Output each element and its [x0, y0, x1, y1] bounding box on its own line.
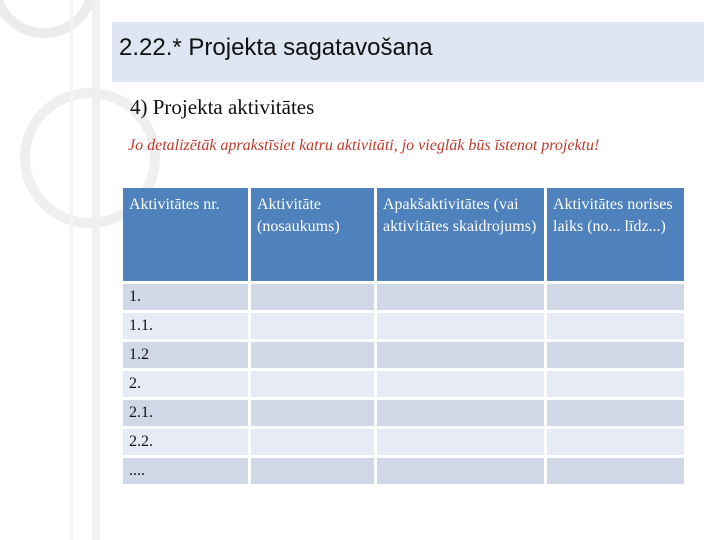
row-cell [251, 313, 374, 339]
table-row [123, 313, 684, 339]
row-number-cell: 1. [123, 284, 248, 310]
table-row [123, 342, 684, 368]
row-cell [547, 313, 684, 339]
activities-table [120, 185, 687, 487]
row-cell [547, 284, 684, 310]
header-activity-number: Aktivitātes nr. [123, 188, 248, 281]
row-cell [251, 400, 374, 426]
instruction-note: Jo detalizētāk aprakstīsiet katru aktivitāti, jo vieglāk būs īstenot projektu! [128, 137, 600, 154]
row-cell [377, 400, 544, 426]
table-row [123, 429, 684, 455]
slide-subtitle: 4) Projekta aktivitātes [130, 95, 315, 119]
row-cell [251, 429, 374, 455]
row-number-cell: 2.1. [123, 400, 248, 426]
row-cell [251, 371, 374, 397]
row-cell [377, 313, 544, 339]
row-cell [547, 400, 684, 426]
row-cell [547, 371, 684, 397]
row-cell [377, 458, 544, 484]
table-row [123, 284, 684, 310]
table-row [123, 371, 684, 397]
row-cell [251, 342, 374, 368]
header-activity-time: Aktivitātes norises laiks (no... līdz...) [547, 188, 684, 281]
row-cell [377, 371, 544, 397]
row-cell [377, 342, 544, 368]
header-activity-name: Aktivitāte (nosaukums) [251, 188, 374, 281]
slide-title: 2.22.* Projekta sagatavošana [119, 34, 433, 61]
header-subactivities: Apakšaktivitātes (vai aktivitātes skaidrojums) [377, 188, 544, 281]
table-row [123, 458, 684, 484]
row-cell [547, 458, 684, 484]
decorative-vertical-line [92, 0, 100, 540]
row-cell [251, 458, 374, 484]
row-cell [251, 284, 374, 310]
row-number-cell: .... [123, 458, 248, 484]
row-cell [547, 342, 684, 368]
row-number-cell: 1.1. [123, 313, 248, 339]
table-row [123, 400, 684, 426]
decorative-ring-top [0, 0, 98, 38]
row-cell [377, 284, 544, 310]
row-cell [547, 429, 684, 455]
row-number-cell: 1.2 [123, 342, 248, 368]
decorative-vertical-line-thin [70, 0, 73, 540]
table-header-row [123, 188, 684, 281]
row-number-cell: 2. [123, 371, 248, 397]
row-number-cell: 2.2. [123, 429, 248, 455]
row-cell [377, 429, 544, 455]
